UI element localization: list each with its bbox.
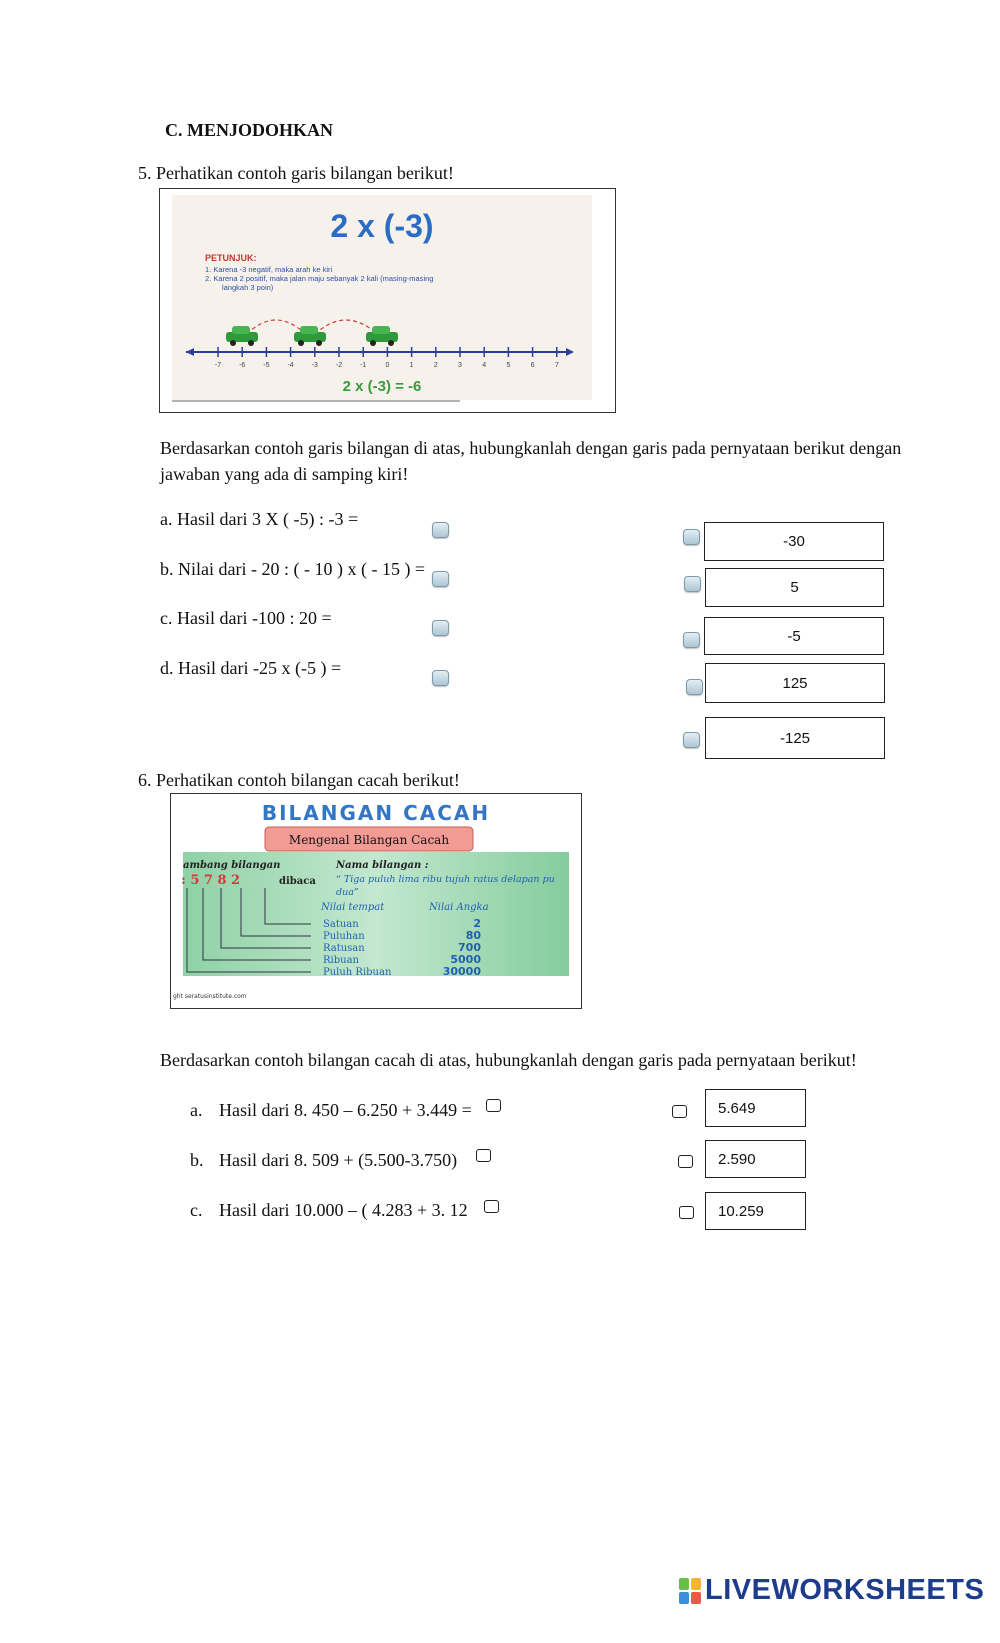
figure2-dibaca: dibaca xyxy=(279,876,316,887)
tick-label: -5 xyxy=(263,362,270,369)
q6-left-dot-a[interactable] xyxy=(486,1099,501,1112)
q5-answer-2: 5 xyxy=(705,568,884,607)
place-value: 5000 xyxy=(450,953,481,966)
q6-answer-3: 10.259 xyxy=(705,1192,806,1230)
q5-right-dot-3[interactable] xyxy=(683,632,700,648)
q5-left-dot-a[interactable] xyxy=(432,522,449,538)
question-6-prompt: 6. Perhatikan contoh bilangan cacah berikut! xyxy=(138,770,460,790)
figure2-col-left: ambang bilangan xyxy=(183,860,281,871)
place-value: 30000 xyxy=(442,965,481,978)
tick-label: 6 xyxy=(530,362,535,369)
tick-label: 4 xyxy=(482,362,487,369)
tick-label: -1 xyxy=(360,362,367,369)
hint-label: PETUNJUK: xyxy=(205,253,257,263)
place-name: Satuan xyxy=(323,919,359,930)
place-name: Ribuan xyxy=(323,955,359,966)
figure2-nilai-angka: Nilai Angka xyxy=(429,902,489,913)
liveworksheets-logo-icon xyxy=(679,1578,701,1604)
brand-name: LIVEWORKSHEETS xyxy=(705,1574,985,1606)
q5-statement-c: c. Hasil dari -100 : 20 = xyxy=(160,608,332,628)
question-5-prompt: 5. Perhatikan contoh garis bilangan berikut! xyxy=(138,163,454,183)
q6-letter-b: b. xyxy=(190,1150,204,1170)
section-title: C. MENJODOHKAN xyxy=(165,120,333,140)
question-6-instruction: Berdasarkan contoh bilangan cacah di atas, hubungkanlah dengan garis pada pernyataan berikut! xyxy=(160,1050,857,1070)
q5-right-dot-1[interactable] xyxy=(683,529,700,545)
place-name: Ratusan xyxy=(323,943,365,954)
figure-result: 2 x (-3) = -6 xyxy=(342,378,422,395)
place-value: 80 xyxy=(465,929,481,942)
q5-answer-3: -5 xyxy=(704,617,884,655)
q6-statement-b: Hasil dari 8. 509 + (5.500-3.750) xyxy=(219,1150,458,1170)
figure2-digits: : 5 7 8 2 xyxy=(181,873,241,888)
whole-number-illustration xyxy=(171,794,581,1008)
q6-statement-c: Hasil dari 10.000 – ( 4.283 + 3. 12 xyxy=(219,1200,468,1220)
figure2-nama-value-2: dua” xyxy=(336,887,359,898)
tick-label: 2 xyxy=(433,362,438,369)
q5-statement-d: d. Hasil dari -25 x (-5 ) = xyxy=(160,658,342,678)
place-value: 2 xyxy=(473,917,481,930)
figure2-title: BILANGAN CACAH xyxy=(261,801,491,825)
q5-statement-b: b. Nilai dari - 20 : ( - 10 ) x ( - 15 ) = xyxy=(160,559,426,579)
q5-right-dot-5[interactable] xyxy=(683,732,700,748)
q6-answer-1: 5.649 xyxy=(705,1089,806,1127)
whole-number-figure xyxy=(170,793,582,1009)
q5-statement-a: a. Hasil dari 3 X ( -5) : -3 = xyxy=(160,509,359,529)
tick-label: 1 xyxy=(409,362,414,369)
hint-2: 2. Karena 2 positif, maka jalan maju sebanyak 2 kali (masing-masing xyxy=(205,274,434,283)
figure2-nilai-tempat: Nilai tempat xyxy=(321,902,385,913)
q6-left-dot-c[interactable] xyxy=(484,1200,499,1213)
q6-left-dot-b[interactable] xyxy=(476,1149,491,1162)
liveworksheets-logo xyxy=(679,1574,984,1607)
q6-statement-a: Hasil dari 8. 450 – 6.250 + 3.449 = xyxy=(219,1100,472,1120)
place-name: Puluhan xyxy=(323,931,365,942)
q6-letter-a: a. xyxy=(190,1100,203,1120)
hint-1: 1. Karena -3 negatif, maka arah ke kiri xyxy=(205,265,333,274)
tick-label: -4 xyxy=(287,362,294,369)
q5-answer-5: -125 xyxy=(705,717,885,759)
tick-label: 0 xyxy=(385,362,390,369)
place-value: 700 xyxy=(458,941,481,954)
q5-left-dot-b[interactable] xyxy=(432,571,449,587)
q6-answer-2: 2.590 xyxy=(705,1140,806,1178)
hint-3: langkah 3 poin) xyxy=(222,283,274,292)
q6-letter-c: c. xyxy=(190,1200,203,1220)
number-line-figure xyxy=(159,188,616,413)
figure2-banner: Mengenal Bilangan Cacah xyxy=(288,833,450,847)
tick-label: 5 xyxy=(506,362,511,369)
tick-label: -6 xyxy=(239,362,246,369)
place-name: Puluh Ribuan xyxy=(323,967,392,978)
tick-label: -7 xyxy=(214,362,222,369)
tick-label: 3 xyxy=(458,362,462,369)
number-line-illustration xyxy=(160,189,615,412)
q6-right-dot-2[interactable] xyxy=(678,1155,693,1168)
question-5-instruction: Berdasarkan contoh garis bilangan di atas, hubungkanlah dengan garis pada pernyataan berikut dengan jawaban yang ada di samping kiri! xyxy=(160,438,902,484)
tick-label: 7 xyxy=(554,362,559,369)
figure2-nama-value: “ Tiga puluh lima ribu tujuh ratus delapan pu xyxy=(336,874,555,885)
figure2-nama-label: Nama bilangan : xyxy=(336,860,429,871)
q6-right-dot-3[interactable] xyxy=(679,1206,694,1219)
q5-left-dot-c[interactable] xyxy=(432,620,449,636)
q5-right-dot-2[interactable] xyxy=(684,576,701,592)
q6-right-dot-1[interactable] xyxy=(672,1105,687,1118)
tick-label: -2 xyxy=(335,362,343,369)
q5-right-dot-4[interactable] xyxy=(686,679,703,695)
q5-answer-1: -30 xyxy=(704,522,884,561)
tick-label: -3 xyxy=(311,362,318,369)
q5-answer-4: 125 xyxy=(705,663,885,703)
figure-title: 2 x (-3) xyxy=(330,208,434,244)
figure2-credit: ght seratusinstitute.com xyxy=(173,993,247,1000)
q5-left-dot-d[interactable] xyxy=(432,670,449,686)
